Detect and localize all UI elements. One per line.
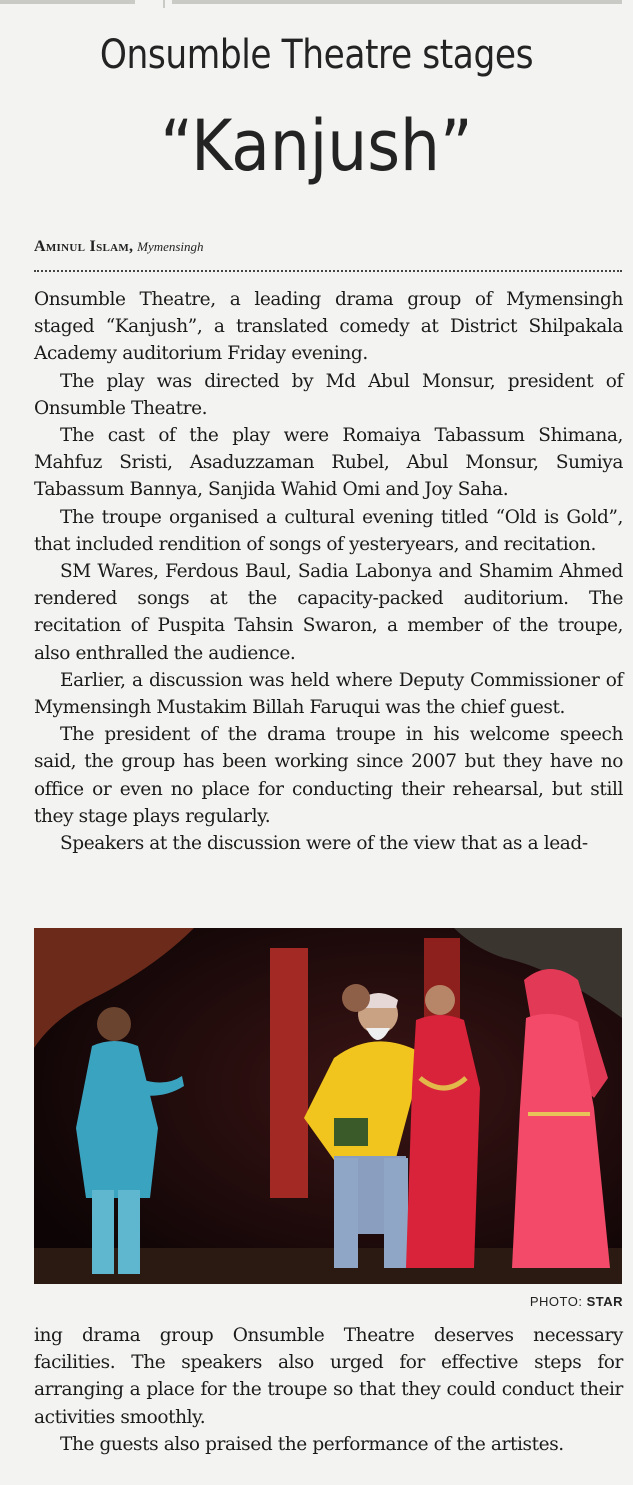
article-headline <box>0 24 633 196</box>
paragraph: The cast of the play were Romaiya Tabassum Shimana, Mahfuz Sristi, Asaduzzaman Rubel, Abul Monsur, Sumiya Tabassum Bannya, Sanjida Wahid Omi and Joy Saha. <box>34 425 623 501</box>
paragraph: The president of the drama troupe in his welcome speech said, the group has been working since 2007 but they have no office or even no place for conducting their rehearsal, but still they stage plays regularly. <box>34 724 623 827</box>
top-rule-left <box>0 0 135 4</box>
paragraph: Onsumble Theatre, a leading drama group of Mymensingh staged “Kanjush”, a translated comedy at District Shilpakala Academy auditorium Friday evening. <box>34 289 623 365</box>
article-body-continued <box>34 1322 623 1458</box>
paragraph: Speakers at the discussion were of the view that as a lead- <box>60 833 588 855</box>
photo-credit-prefix: PHOTO: <box>529 1294 583 1309</box>
dotted-divider <box>34 270 622 272</box>
top-rule-right <box>172 0 622 4</box>
byline-place: Mymensingh <box>137 239 204 254</box>
stage-photo <box>34 928 622 1284</box>
paragraph: SM Wares, Ferdous Baul, Sadia Labonya and Shamim Ahmed rendered songs at the capacity-packed auditorium. The recitation of Puspita Tahsin Swaron, a member of the troupe, also enthralled the audience. <box>34 561 623 664</box>
page-top-rules <box>0 0 633 8</box>
paragraph: The guests also praised the performance of the artistes. <box>60 1433 564 1455</box>
photo-credit <box>530 1294 623 1309</box>
byline-author: Aminul Islam, <box>34 238 134 255</box>
paragraph: ing drama group Onsumble Theatre deserves necessary facilities. The speakers also urged for effective steps for arranging a place for the troupe so that they could conduct their activities smoothly. <box>34 1325 623 1428</box>
paragraph: The play was directed by Md Abul Monsur, president of Onsumble Theatre. <box>34 370 623 419</box>
headline-line-2: “Kanjush” <box>160 105 473 187</box>
article-body <box>34 286 623 857</box>
photo-credit-source: STAR <box>586 1294 623 1309</box>
paragraph: The troupe organised a cultural evening titled “Old is Gold”, that included rendition of songs of yesteryears, and recitation. <box>34 506 623 555</box>
headline-line-1: Onsumble Theatre stages <box>99 32 534 78</box>
paragraph: Earlier, a discussion was held where Deputy Commissioner of Mymensingh Mustakim Billah Faruqui was the chief guest. <box>34 669 623 719</box>
top-rule-divider <box>163 0 165 8</box>
byline <box>34 238 204 256</box>
